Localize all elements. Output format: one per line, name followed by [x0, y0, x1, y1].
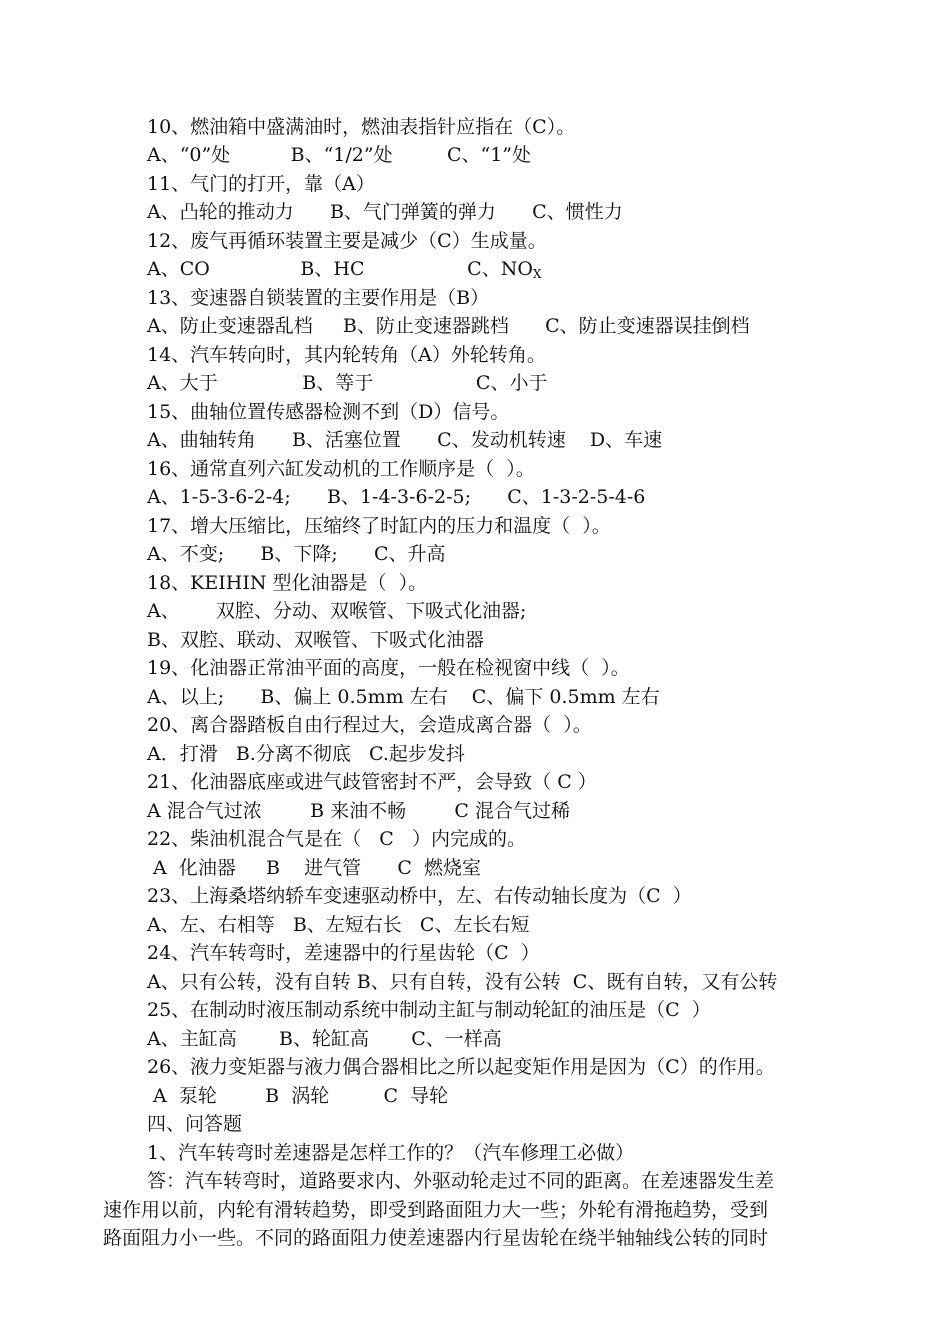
question-26: 26、液力变矩器与液力偶合器相比之所以起变矩作用是因为（C）的作用。	[147, 1056, 775, 1078]
question-20-options: A．打滑 B.分离不彻底 C.起步发抖	[147, 743, 465, 765]
answer-line-3: 路面阻力小一些。不同的路面阻力使差速器内行星齿轮在绕半轴轴线公转的同时	[103, 1227, 769, 1249]
question-17-options: A、不变; B、下降; C、升高	[147, 543, 446, 565]
question-17: 17、增大压缩比，压缩终了时缸内的压力和温度（ ）。	[147, 515, 611, 537]
section-heading: 四、问答题	[147, 1113, 243, 1135]
question-25-options: A、主缸高 B、轮缸高 C、一样高	[147, 1028, 502, 1050]
question-15: 15、曲轴位置传感器检测不到（D）信号。	[147, 401, 510, 423]
question-13-options: A、防止变速器乱档 B、防止变速器跳档 C、防止变速器误挂倒档	[147, 315, 750, 337]
question-21: 21、化油器底座或进气歧管密封不严，会导致（ C ）	[147, 771, 597, 793]
nox-subscript: X	[532, 267, 542, 281]
question-18: 18、KEIHIN 型化油器是（ ）。	[147, 572, 428, 594]
question-26-options: A 泵轮 B 涡轮 C 导轮	[147, 1085, 449, 1107]
question-12-options-text: A、CO B、HC C、NO	[147, 258, 533, 280]
question-10: 10、燃油箱中盛满油时，燃油表指针应指在（C）。	[147, 116, 576, 138]
question-16: 16、通常直列六缸发动机的工作顺序是（ ）。	[147, 458, 535, 480]
question-20: 20、离合器踏板自由行程过大，会造成离合器（ ）。	[147, 714, 592, 736]
question-24: 24、汽车转弯时，差速器中的行星齿轮（C ）	[147, 942, 540, 964]
question-10-options: A、“0”处 B、“1/2”处 C、“1”处	[147, 144, 532, 166]
question-25: 25、在制动时液压制动系统中制动主缸与制动轮缸的油压是（C ）	[147, 999, 711, 1021]
question-18-option-b: B、双腔、联动、双喉管、下吸式化油器	[147, 629, 484, 651]
question-13: 13、变速器自锁装置的主要作用是（B）	[147, 287, 490, 309]
question-23: 23、上海桑塔纳轿车变速驱动桥中，左、右传动轴长度为（C ）	[147, 885, 692, 907]
question-24-options: A、只有公转，没有自转 B、只有自转，没有公转 C、既有自转，又有公转	[147, 971, 778, 993]
question-11: 11、气门的打开，靠（A）	[147, 173, 375, 195]
question-22-options: A 化油器 B 进气管 C 燃烧室	[147, 857, 482, 879]
question-14: 14、汽车转向时，其内轮转角（A）外轮转角。	[147, 344, 546, 366]
answer-line-1: 答：汽车转弯时，道路要求内、外驱动轮走过不同的距离。在差速器发生差	[147, 1170, 775, 1192]
question-16-options: A、1-5-3-6-2-4; B、1-4-3-6-2-5; C、1-3-2-5-4-6	[147, 486, 646, 508]
question-11-options: A、凸轮的推动力 B、气门弹簧的弹力 C、惯性力	[147, 201, 623, 223]
question-19: 19、化油器正常油平面的高度，一般在检视窗中线（ ）。	[147, 657, 630, 679]
question-12-options	[147, 256, 541, 282]
question-19-options: A、以上; B、偏上 0.5mm 左右 C、偏下 0.5mm 左右	[147, 686, 660, 708]
question-18-option-a: A、 双腔、分动、双喉管、下吸式化油器;	[147, 600, 527, 622]
question-15-options: A、曲轴转角 B、活塞位置 C、发动机转速 D、车速	[147, 429, 663, 451]
question-21-options: A 混合气过浓 B 来油不畅 C 混合气过稀	[147, 800, 570, 822]
question-12: 12、废气再循环装置主要是减少（C）生成量。	[147, 230, 547, 252]
question-22: 22、柴油机混合气是在（ C ）内完成的。	[147, 828, 526, 850]
essay-question-1: 1、汽车转弯时差速器是怎样工作的？（汽车修理工必做）	[147, 1142, 635, 1164]
question-23-options: A、左、右相等 B、左短右长 C、左长右短	[147, 914, 530, 936]
question-14-options: A、大于 B、等于 C、小于	[147, 372, 548, 394]
answer-line-2: 速作用以前，内轮有滑转趋势，即受到路面阻力大一些；外轮有滑拖趋势，受到	[103, 1199, 769, 1221]
